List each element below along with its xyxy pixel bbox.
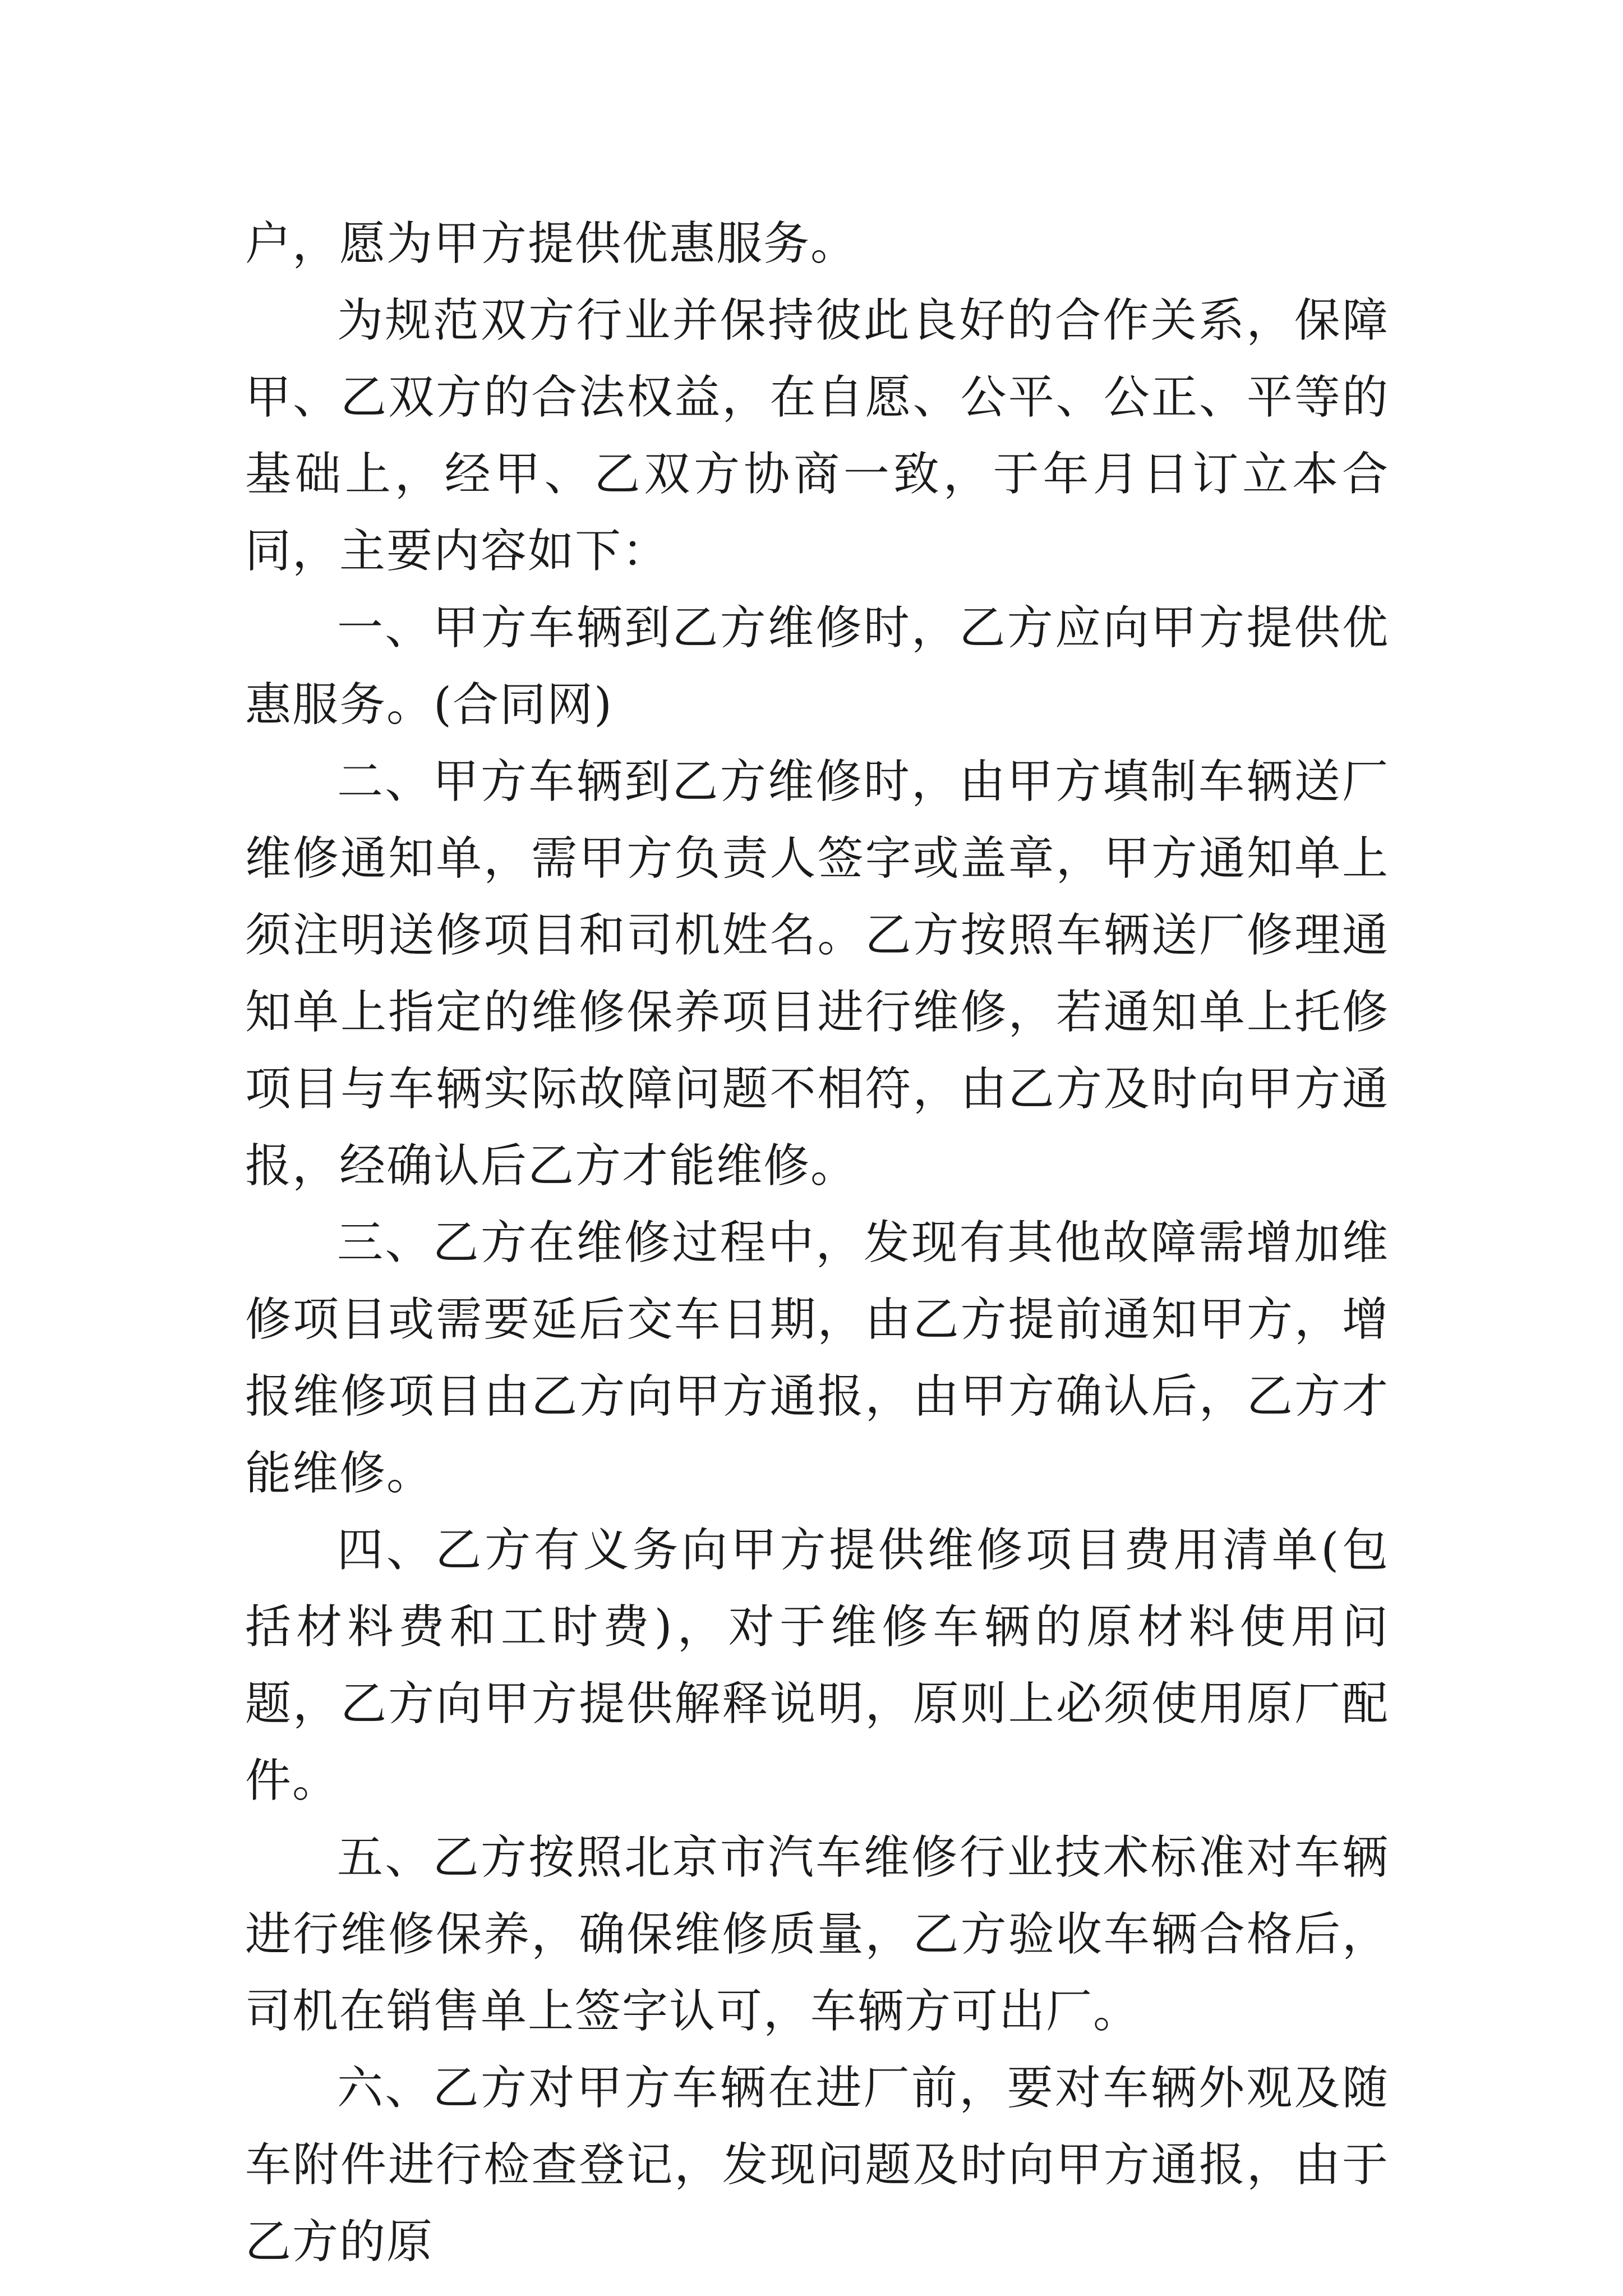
paragraph-preamble: 为规范双方行业并保持彼此良好的合作关系，保障甲、乙双方的合法权益，在自愿、公平、公正、平等的基础上，经甲、乙双方协商一致，于年月日订立本合同，主要内容如下： [245, 294, 1389, 578]
paragraph-clause-6: 六、乙方对甲方车辆在进厂前，要对车辆外观及随车附件进行检查登记，发现问题及时向甲方通报，由于乙方的原 [245, 2062, 1389, 2269]
paragraph-clause-2: 二、甲方车辆到乙方维修时，由甲方填制车辆送厂维修通知单，需甲方负责人签字或盖章，甲方通知单上须注明送修项目和司机姓名。乙方按照车辆送厂修理通知单上指定的维修保养项目进行维修，若通知单上托修项目与车辆实际故障问题不相符，由乙方及时向甲方通报，经确认后乙方才能维修。 [245, 755, 1389, 1193]
document-body [245, 205, 1389, 2280]
paragraph-continuation: 户，愿为甲方提供优惠服务。 [245, 217, 858, 270]
paragraph-clause-5: 五、乙方按照北京市汽车维修行业技术标准对车辆进行维修保养，确保维修质量，乙方验收车辆合格后，司机在销售单上签字认可，车辆方可出厂。 [245, 1831, 1389, 2038]
paragraph-clause-1: 一、甲方车辆到乙方维修时，乙方应向甲方提供优惠服务。(合同网) [245, 601, 1389, 731]
paragraph-clause-4: 四、乙方有义务向甲方提供维修项目费用清单(包括材料费和工时费)，对于维修车辆的原材料使用问题，乙方向甲方提供解释说明，原则上必须使用原厂配件。 [245, 1524, 1389, 1807]
paragraph-clause-3: 三、乙方在维修过程中，发现有其他故障需增加维修项目或需要延后交车日期，由乙方提前通知甲方，增报维修项目由乙方向甲方通报，由甲方确认后，乙方才能维修。 [245, 1216, 1389, 1500]
